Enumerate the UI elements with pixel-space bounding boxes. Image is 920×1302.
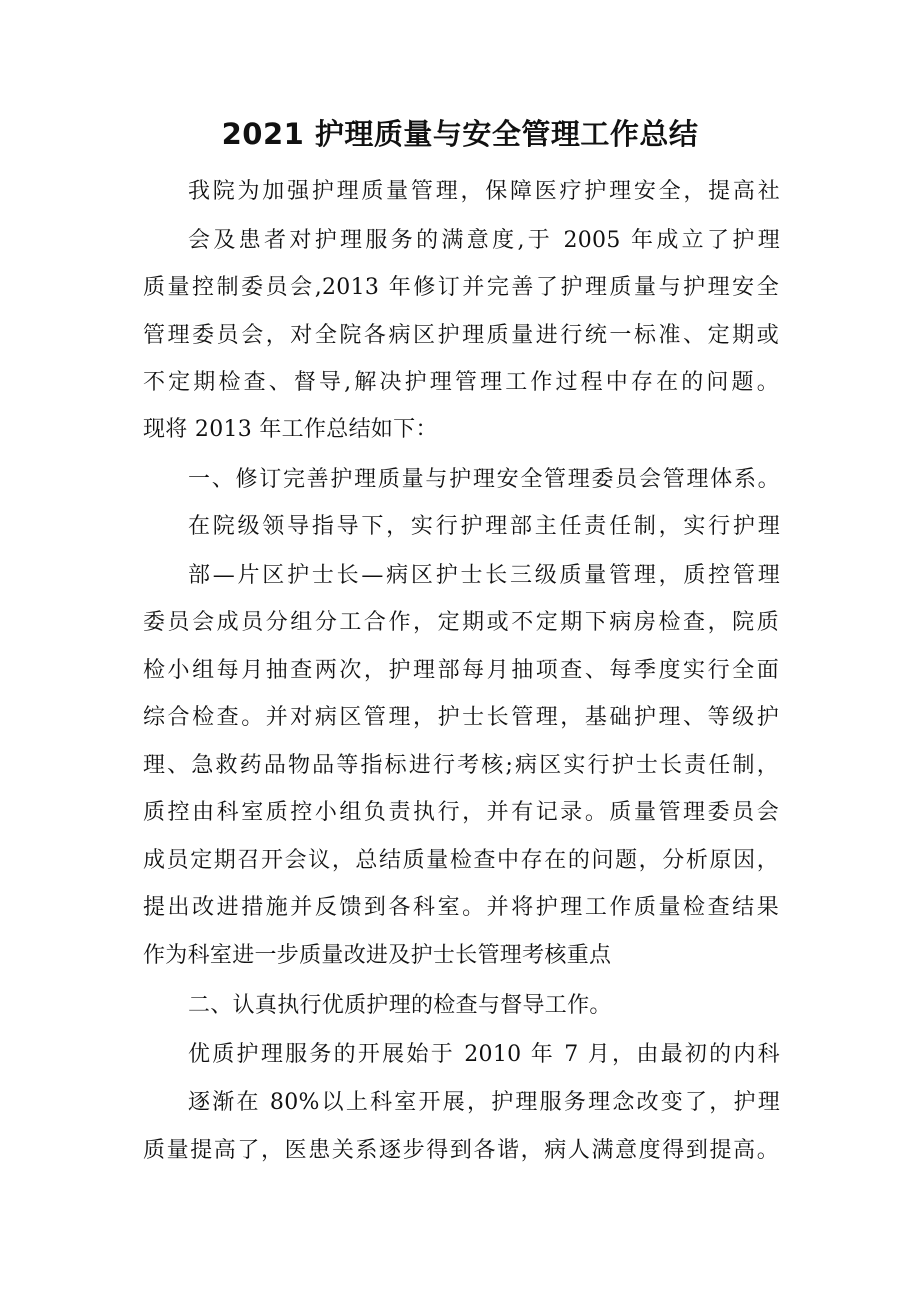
- paragraph-line: 理、急救药品物品等指标进行考核;病区实行护士长责任制，: [143, 753, 779, 778]
- document-title: 2021 护理质量与安全管理工作总结: [221, 117, 699, 151]
- section-heading-2: 二、认真执行优质护理的检查与督导工作。: [188, 993, 612, 1018]
- paragraph-line: 逐渐在 80%以上科室开展，护理服务理念改变了，护理: [188, 1090, 780, 1115]
- paragraph-line: 质量提高了，医患关系逐步得到各谐，病人满意度得到提高。: [143, 1138, 779, 1163]
- paragraph-line: 优质护理服务的开展始于 2010 年 7 月，由最初的内科: [188, 1042, 780, 1067]
- paragraph-line: 在院级领导指导下，实行护理部主任责任制，实行护理: [188, 514, 780, 539]
- paragraph-line: 作为科室进一步质量改进及护士长管理考核重点: [143, 943, 612, 968]
- paragraph-line: 委员会成员分组分工合作，定期或不定期下病房检查，院质: [143, 610, 779, 635]
- paragraph-line: 会及患者对护理服务的满意度,于 2005 年成立了护理: [188, 228, 780, 253]
- paragraph-line: 成员定期召开会议，总结质量检查中存在的问题，分析原因，: [143, 848, 779, 873]
- paragraph-line: 我院为加强护理质量管理，保障医疗护理安全，提高社: [188, 179, 780, 204]
- section-heading-1: 一、修订完善护理质量与护理安全管理委员会管理体系。: [188, 467, 780, 492]
- paragraph-line: 现将 2013 年工作总结如下：: [143, 417, 438, 442]
- paragraph-line: 质控由科室质控小组负责执行，并有记录。质量管理委员会: [143, 800, 779, 825]
- paragraph-line: 提出改进措施并反馈到各科室。并将护理工作质量检查结果: [143, 895, 779, 920]
- paragraph-line: 检小组每月抽查两次，护理部每月抽项查、每季度实行全面: [143, 658, 779, 683]
- paragraph-line: 部—片区护士长—病区护士长三级质量管理，质控管理: [188, 563, 780, 588]
- paragraph-line: 管理委员会，对全院各病区护理质量进行统一标准、定期或: [143, 323, 779, 348]
- paragraph-line: 不定期检查、督导,解决护理管理工作过程中存在的问题。: [143, 370, 779, 395]
- paragraph-line: 综合检查。并对病区管理，护士长管理，基础护理、等级护: [143, 705, 779, 730]
- paragraph-line: 质量控制委员会,2013 年修订并完善了护理质量与护理安全: [143, 275, 779, 300]
